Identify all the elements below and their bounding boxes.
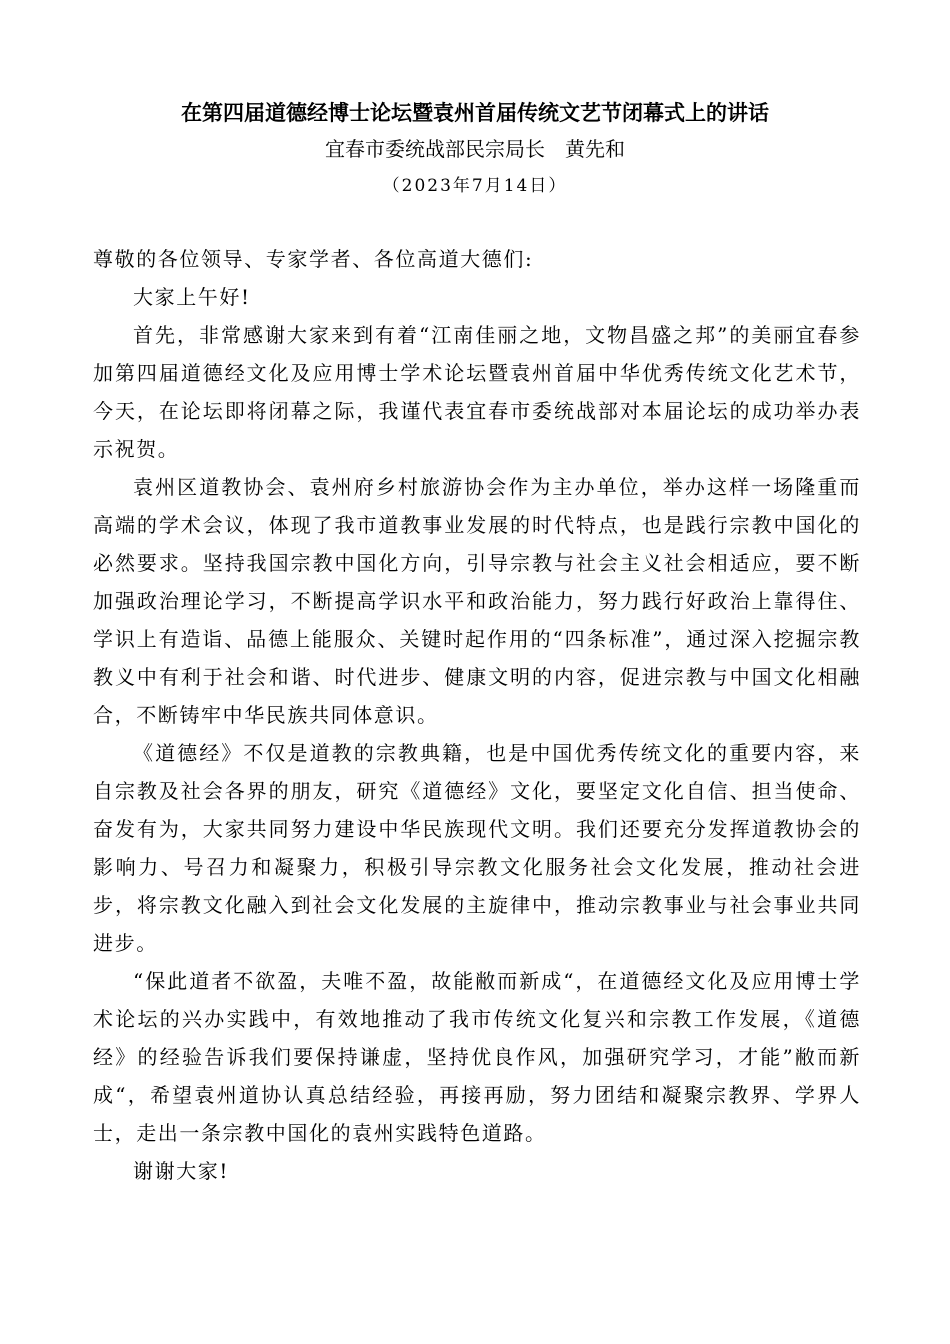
document-title: 在第四届道德经博士论坛暨袁州首届传统文艺节闭幕式上的讲话 — [181, 100, 769, 125]
salutation: 尊敬的各位领导、专家学者、各位高道大德们: — [93, 247, 534, 271]
document-date: （2023年7月14日） — [382, 176, 568, 196]
document-author: 宜春市委统战部民宗局长 黄先和 — [325, 137, 625, 161]
paragraph: “保此道者不欲盈，夫唯不盈，故能敝而新成“，在道德经文化及应用博士学术论坛的兴办实践中，有效地推动了我市传统文化复兴和宗教工作发展，《道德经》的经验告诉我们要保持谦虚，坚持优良作风，加强研究学习，才能”敝而新成“，希望袁州道协认真总结经验，再接再励，努力团结和凝聚宗教界、学界人士，走出一条宗教中国化的袁州实践特色道路。 — [93, 969, 861, 1145]
paragraph: 袁州区道教协会、袁州府乡村旅游协会作为主办单位，举办这样一场隆重而高端的学术会议，体现了我市道教事业发展的时代特点，也是践行宗教中国化的必然要求。坚持我国宗教中国化方向，引导宗教与社会主义社会相适应，要不断加强政治理论学习，不断提高学识水平和政治能力，努力践行好政治上靠得住、学识上有造诣、品德上能服众、关键时起作用的“四条标准”，通过深入挖掘宗教教义中有利于社会和谐、时代进步、健康文明的内容，促进宗教与中国文化相融合，不断铸牢中华民族共同体意识。 — [93, 475, 861, 727]
greeting: 大家上午好! — [133, 285, 251, 309]
document-body — [93, 240, 861, 1190]
closing: 谢谢大家! — [133, 1159, 230, 1183]
paragraph: 首先，非常感谢大家来到有着“江南佳丽之地，文物昌盛之邦”的美丽宜春参加第四届道德经文化及应用博士学术论坛暨袁州首届中华优秀传统文化艺术节，今天，在论坛即将闭幕之际，我谨代表宜春市委统战部对本届论坛的成功举办表示祝贺。 — [93, 323, 861, 461]
paragraph: 《道德经》不仅是道教的宗教典籍，也是中国优秀传统文化的重要内容，来自宗教及社会各界的朋友，研究《道德经》文化，要坚定文化自信、担当使命、奋发有为，大家共同努力建设中华民族现代文明。我们还要充分发挥道教协会的影响力、号召力和凝聚力，积极引导宗教文化服务社会文化发展，推动社会进步，将宗教文化融入到社会文化发展的主旋律中，推动宗教事业与社会事业共同进步。 — [93, 741, 861, 955]
